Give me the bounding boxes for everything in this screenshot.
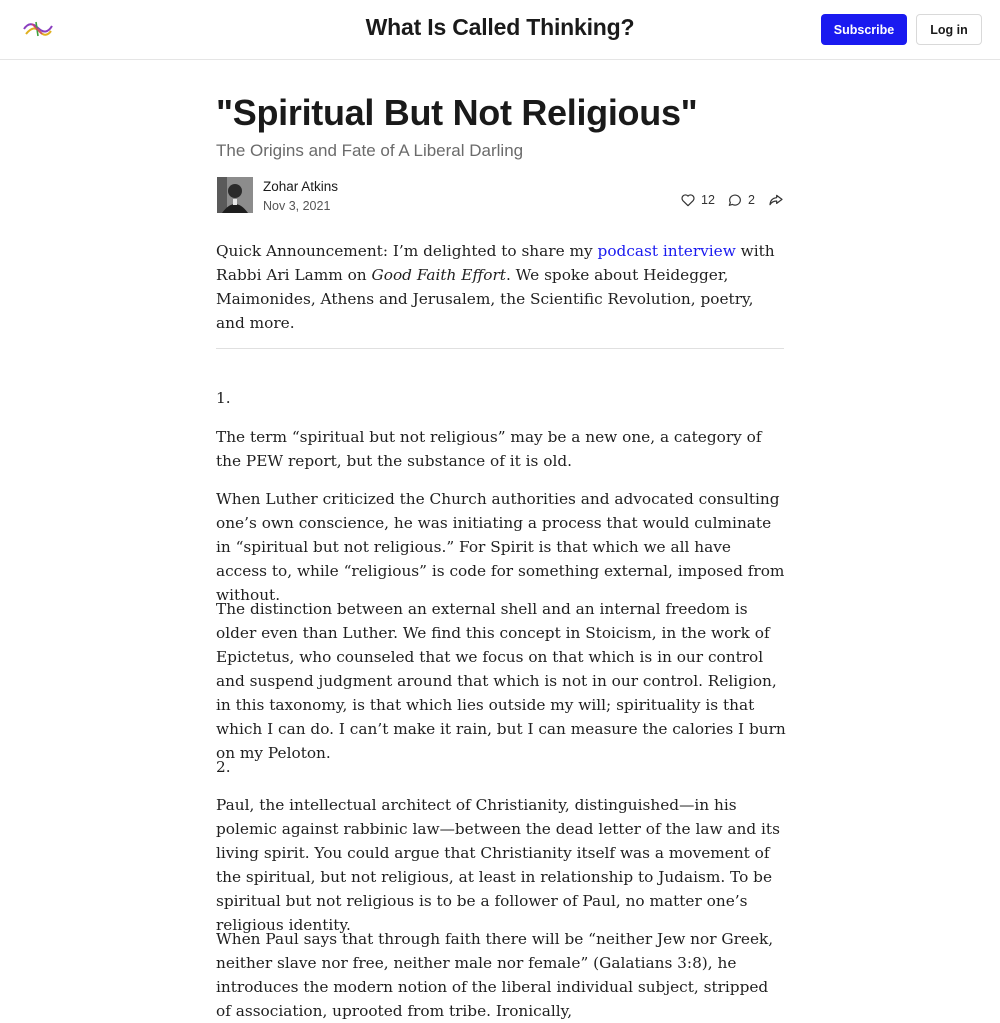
post-date: Nov 3, 2021 (263, 199, 331, 213)
share-button[interactable] (768, 191, 784, 209)
post-title: "Spiritual But Not Religious" (216, 92, 698, 133)
login-button[interactable]: Log in (916, 14, 982, 45)
author-name[interactable]: Zohar Atkins (263, 179, 339, 194)
body-paragraph: The distinction between an external shell and an internal freedom is older even than Luther. We find this concept in Stoicism, in the work of Epictetus, who counseled that we focus on that which is in our control and suspend judgment around that which is not in our control. Religion, in this taxonomy, is that which lies outside my will; spirituality is that which I can do. I can’t make it rain, but I can measure the calories I burn on my Peloton. (216, 600, 786, 762)
site-title[interactable]: What Is Called Thinking? (365, 14, 635, 40)
announcement-text-3: . We spoke about Heidegger, Maimonides, Athens and Jerusalem, the Scientific Revolution, poetry, and more. (216, 266, 754, 332)
podcast-interview-link[interactable]: podcast interview (597, 242, 736, 260)
heart-icon (680, 192, 696, 208)
section-divider (216, 348, 784, 349)
body-paragraph: Paul, the intellectual architect of Christianity, distinguished—in his polemic against rabbinic law—between the dead letter of the law and its living spirit. You could argue that Christianity itself was a movement of the spiritual, but not religious, at least in relationship to Judaism. To be spiritual but not religious is to be a follower of Paul, no matter one’s religious identity. (216, 796, 780, 934)
like-button[interactable] (680, 191, 715, 209)
subscribe-button[interactable]: Subscribe (821, 14, 907, 45)
post-subtitle: The Origins and Fate of A Liberal Darling (216, 141, 524, 160)
body-paragraph: The term “spiritual but not religious” may be a new one, a category of the PEW report, but the substance of it is old. (216, 428, 762, 470)
like-count: 12 (701, 193, 715, 207)
body-paragraph: When Luther criticized the Church authorities and advocated consulting one’s own conscience, he was initiating a process that would culminate in “spiritual but not religious.” For Spirit is that which we all have access to, while “religious” is code for something external, imposed from without. (216, 490, 785, 604)
announcement-text-2: with Rabbi Ari Lamm on (216, 242, 775, 284)
announcement-paragraph (216, 239, 786, 335)
top-nav-bar (0, 0, 1000, 60)
author-avatar[interactable] (217, 177, 253, 213)
comment-button[interactable] (727, 191, 755, 209)
comment-icon (727, 192, 743, 208)
share-icon (768, 192, 784, 208)
body-paragraph: When Paul says that through faith there will be “neither Jew nor Greek, neither slave nor free, neither male nor female” (Galatians 3:8), he introduces the modern notion of the liberal individual subject, stripped of association, uprooted from tribe. Ironically, (216, 930, 774, 1020)
comment-count: 2 (748, 193, 755, 207)
announcement-text-1: Quick Announcement: I’m delighted to share my (216, 242, 598, 260)
section-number: 1. (216, 389, 231, 407)
section-number: 2. (216, 758, 231, 776)
show-name: Good Faith Effort (371, 266, 506, 284)
